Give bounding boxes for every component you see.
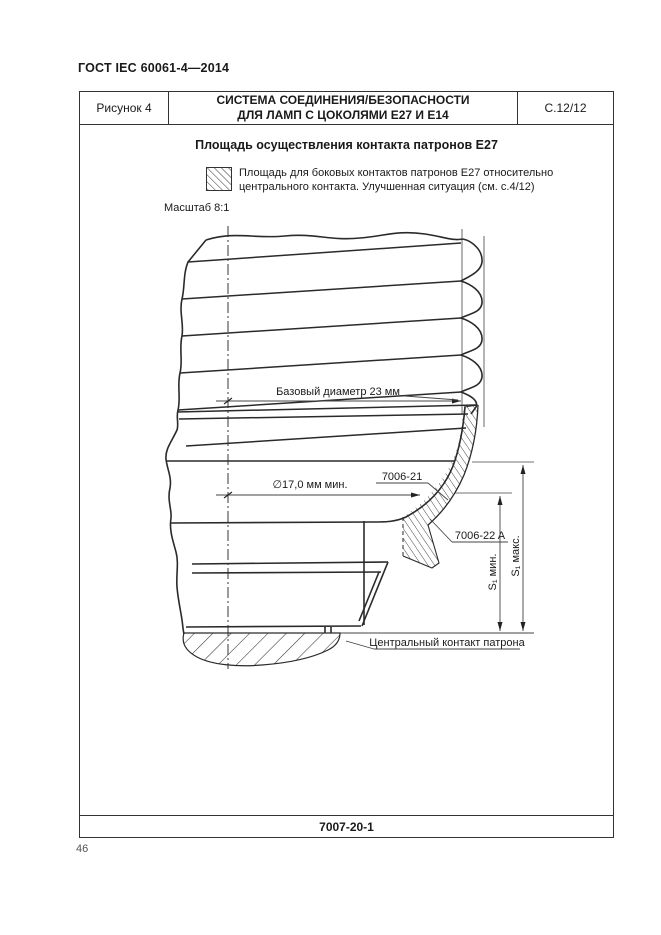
label-gauge-side: 7006-22 A — [454, 530, 506, 542]
figure-system-title-cell — [169, 92, 518, 124]
legend-text — [239, 166, 553, 194]
label-base-diameter: Базовый диаметр 23 мм — [276, 386, 400, 398]
figure-label-cell: Рисунок 4 — [80, 92, 169, 124]
technical-drawing — [79, 215, 614, 690]
insulator-body — [186, 521, 388, 633]
system-title-line2: ДЛЯ ЛАМП С ЦОКОЛЯМИ Е27 И Е14 — [237, 108, 449, 122]
center-contact-dome — [183, 633, 340, 666]
figure-title: Площадь осуществления контакта патронов Е27 — [195, 138, 498, 152]
hatch-swatch — [206, 167, 232, 191]
system-title-line1: СИСТЕМА СОЕДИНЕНИЯ/БЕЗОПАСНОСТИ — [216, 93, 470, 107]
page-number: 46 — [76, 843, 89, 855]
thread-lines — [178, 243, 461, 410]
callout-center-contact — [346, 637, 526, 649]
figure-footer: 7007-20-1 — [80, 815, 613, 837]
thread-profile-right — [461, 239, 482, 414]
sheet-number-cell: С.12/12 — [544, 101, 587, 115]
dimension-s1-min — [455, 493, 512, 631]
cap-top-broken-edge — [206, 233, 463, 240]
label-s1-max: S₁ макс. — [510, 535, 522, 577]
dimension-s1-max — [472, 462, 534, 631]
shell-bottom-rim — [167, 405, 476, 461]
label-s1-min: S₁ мин. — [487, 553, 499, 591]
legend-line1: Площадь для боковых контактов патронов Е27 относительно — [239, 167, 554, 179]
label-gauge-top: 7006-21 — [381, 471, 423, 483]
callout-gauge-side — [430, 519, 508, 542]
document-code: ГОСТ IEC 60061-4—2014 — [78, 61, 230, 75]
figure-header-row — [80, 92, 613, 125]
legend-line2: центрального контакта. Улучшенная ситуация (см. с.4/12) — [239, 181, 535, 193]
label-center-contact: Центральный контакт патрона — [369, 637, 525, 649]
label-min-diameter: ∅17,0 мм мин. — [272, 479, 348, 491]
scale-note: Масштаб 8:1 — [164, 202, 230, 214]
